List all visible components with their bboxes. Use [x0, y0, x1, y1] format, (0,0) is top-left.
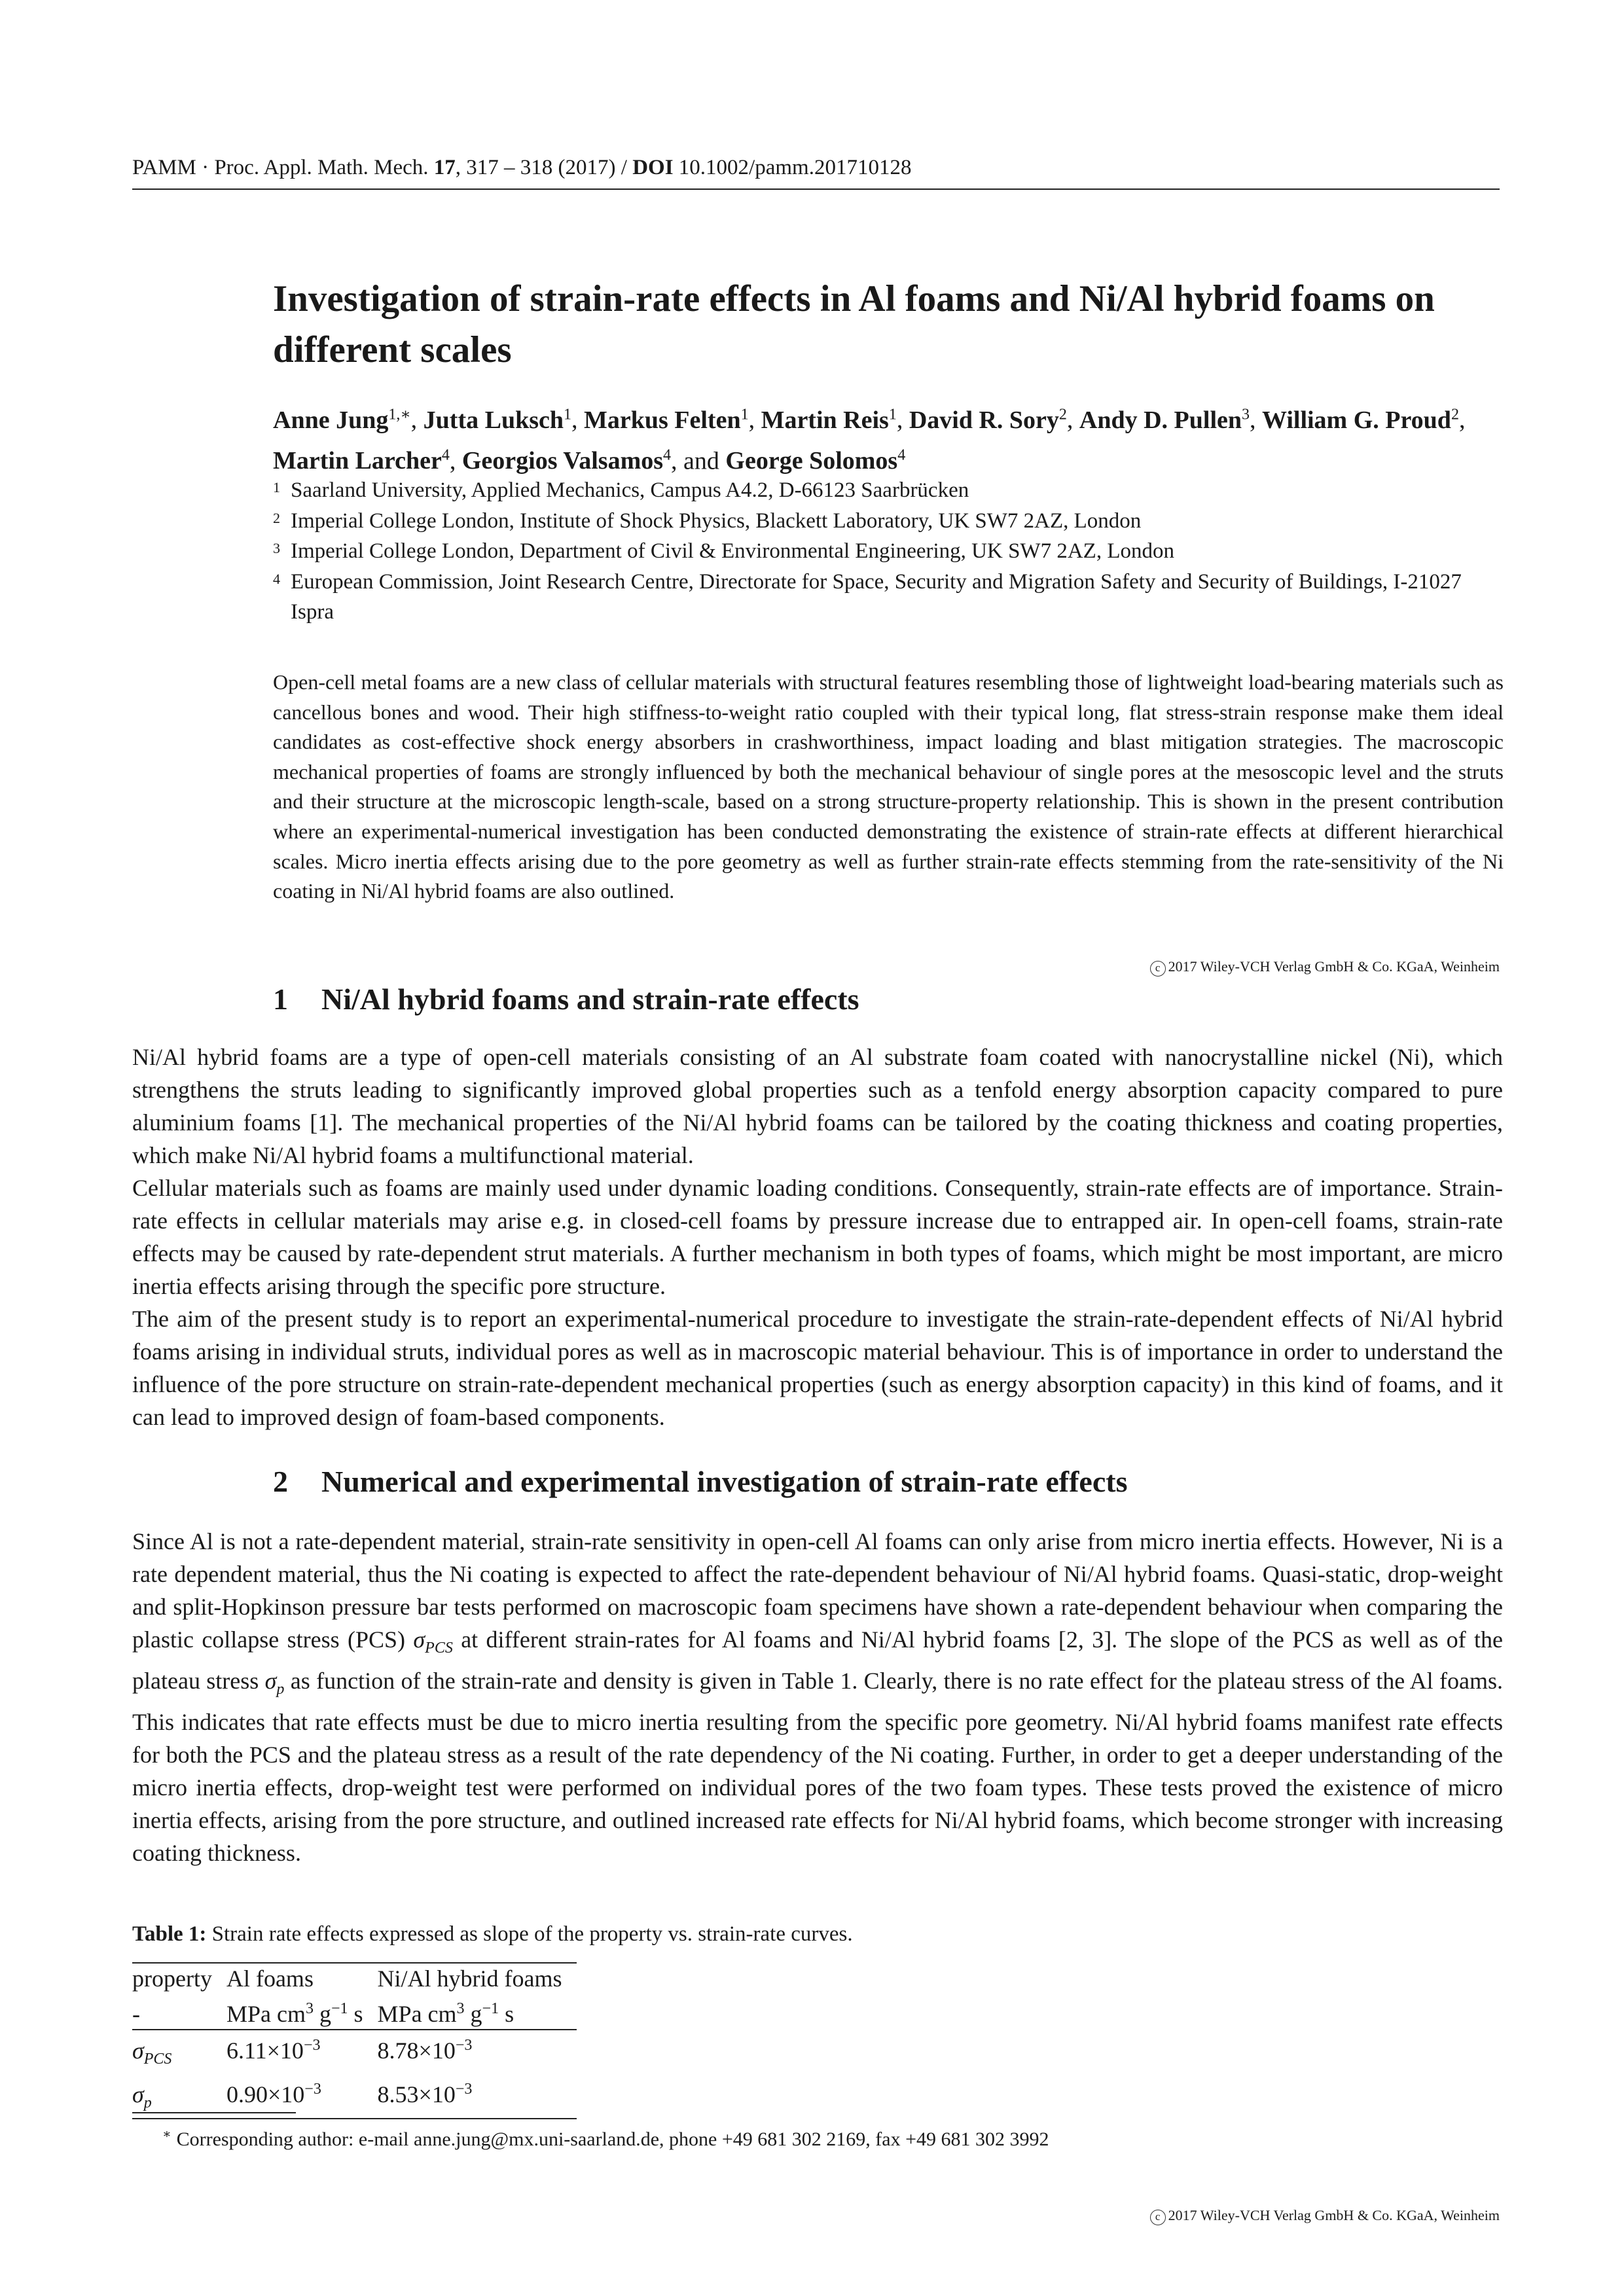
author: William G. Proud$^2$	[1262, 406, 1459, 434]
footnote-rule	[132, 2112, 296, 2113]
section-1-body	[132, 1041, 1503, 1433]
sigma-pcs-symbol: $\sigma_{PCS}$	[413, 1626, 453, 1657]
affiliation: 3 Imperial College London, Department of Civil & Environmental Engineering, UK SW7 2AZ, London	[273, 539, 1174, 563]
footnote-text: Corresponding author: e-mail anne.jung@mx.uni-saarland.de, phone +49 681 302 2169, fax +49 681 302 3992	[176, 2128, 1049, 2150]
running-head	[132, 152, 1500, 190]
table-caption: Table 1: Strain rate effects expressed as slope of the property vs. strain-rate curves.	[132, 1922, 853, 1946]
table-units-row	[132, 1994, 577, 2030]
author: Martin Larcher$^4$	[273, 446, 450, 475]
column-header: Ni/Al hybrid foams	[378, 1963, 577, 1994]
table-cell: -	[132, 2001, 140, 2027]
author: Markus Felten$^1$	[584, 406, 749, 434]
table-cell: $\sigma_p$	[132, 2074, 226, 2119]
strain-rate-table	[132, 1962, 577, 2119]
author: Martin Reis$^1$	[761, 406, 897, 434]
column-header: property	[132, 1963, 226, 1994]
section-title: Numerical and experimental investigation of strain-rate effects	[321, 1465, 1128, 1498]
author-conjunction: and	[683, 447, 719, 475]
section-2-heading	[273, 1462, 1128, 1501]
doi-label: DOI	[632, 156, 674, 179]
section-title: Ni/Al hybrid foams and strain-rate effects	[321, 982, 859, 1016]
section-2-body	[132, 1525, 1503, 1869]
journal-volume: 17	[433, 156, 456, 179]
journal-pages: , 317 – 318 (2017) /	[455, 156, 627, 179]
author: Jutta Luksch$^1$	[423, 406, 571, 434]
footnote	[162, 2121, 1049, 2153]
table-label: Table 1:	[132, 1922, 207, 1946]
author: Anne Jung$^{1,∗}$	[273, 406, 411, 434]
section-number: 1	[273, 982, 288, 1016]
affiliation-list	[273, 475, 1510, 628]
table-header-row	[132, 1963, 577, 1994]
affiliation: 1 Saarland University, Applied Mechanics, Campus A4.2, D-66123 Saarbrücken	[273, 478, 969, 502]
paragraph: The aim of the present study is to report an experimental-numerical procedure to investigate the strain-rate-dependent effects of Ni/Al hybrid foams arising in individual struts, individual pores as well as in macroscopic material behaviour. This is of importance in order to understand the influence of the pore structure on strain-rate-dependent mechanical properties (such as energy absorption capacity) in this kind of foams, and it can lead to improved design of foam-based components.	[132, 1306, 1503, 1430]
paragraph: Ni/Al hybrid foams are a type of open-cell materials consisting of an Al substrate foam coated with nanocrystalline nickel (Ni), which strengthens the struts leading to significantly improved global properties such as a tenfold energy absorption capacity compared to pure aluminium foams [1]. The mechanical properties of the Ni/Al hybrid foams can be tailored by the coating thickness and coating properties, which make Ni/Al hybrid foams a multifunctional material.	[132, 1044, 1503, 1168]
journal-name: PAMM · Proc. Appl. Math. Mech.	[132, 156, 429, 179]
author: Andy D. Pullen$^3$	[1079, 406, 1250, 434]
table-cell: MPa $cm^3$ $g^{-1}$ s	[377, 2000, 514, 2027]
doi-link[interactable]: 10.1002/pamm.201710128	[678, 156, 912, 179]
copyright-notice: c 2017 Wiley-VCH Verlag GmbH & Co. KGaA, Weinheim	[1150, 957, 1500, 977]
table-cell: $6.11\times 10^{-3}$	[226, 2030, 378, 2074]
paper-title: Investigation of strain-rate effects in Al foams and Ni/Al hybrid foams on different scales	[273, 278, 1435, 370]
section-1-heading	[273, 980, 859, 1019]
paragraph: Since Al is not a rate-dependent material, strain-rate sensitivity in open-cell Al foams can only arise from micro inertia effects. However, Ni is a rate dependent material, thus the Ni coating is expected to affect the rate-dependent behaviour of Ni/Al hybrid foams. Quasi-static, drop-weight and split-Hopkinson pressure bar tests performed on macroscopic foam specimens have shown a rate-dependent behaviour when comparing the plastic collapse stress (PCS) $\sigma_{PCS}$ at different strain-rates for Al foams and Ni/Al hybrid foams [2, 3]. The slope of the PCS as well as of the plateau stress $\sigma_p$ as function of the strain-rate and density is given in Table 1. Clearly, there is no rate effect for the plateau stress of the Al foams. This indicates that rate effects must be due to micro inertia resulting from the specific pore geometry. Ni/Al hybrid foams manifest rate effects for both the PCS and the plateau stress as a result of the rate dependency of the Ni coating. Further, in order to get a deeper understanding of the micro inertia effects, drop-weight test were performed on individual pores of the two foam types. These tests proved the existence of micro inertia effects, arising from the pore structure, and outlined increased rate effects for Ni/Al hybrid foams, which become stronger with increasing coating thickness.	[132, 1528, 1504, 1867]
copyright-icon: c	[1150, 2210, 1166, 2225]
affiliation: 2 Imperial College London, Institute of Shock Physics, Blackett Laboratory, UK SW7 2AZ, London	[273, 509, 1142, 533]
table-cell: MPa $cm^3$ $g^{-1}$ s	[226, 2000, 363, 2027]
paragraph: Cellular materials such as foams are mainly used under dynamic loading conditions. Consequently, strain-rate effects are of importance. Strain-rate effects in cellular materials may arise e.g. in closed-cell foams by pressure increase due to entrapped air. In open-cell foams, strain-rate effects may be caused by rate-dependent strut materials. A further mechanism in both types of foams, which might be most important, are micro inertia effects arising through the specific pore structure.	[132, 1175, 1503, 1299]
table-cell: $\sigma_{PCS}$	[132, 2030, 226, 2074]
author-list: Anne Jung$^{1,∗}$, Jutta Luksch$^1$, Markus Felten$^1$, Martin Reis$^1$, David R. Sory$^2$, Andy D. Pullen$^3$, William G. Proud$^2$, Martin Larcher$^4$, Georgios Valsamos$^4$, and George Solomos$^4$	[273, 406, 1466, 475]
author: David R. Sory$^2$	[909, 406, 1067, 434]
author: George Solomos$^4$	[725, 446, 906, 475]
affiliation: 4 European Commission, Joint Research Centre, Directorate for Space, Security and Migration Safety and Security of Buildings, I-21027 Ispra	[273, 569, 1462, 624]
table-row	[132, 2030, 577, 2074]
copyright-icon: c	[1150, 961, 1166, 977]
sigma-p-symbol: $\sigma_p$	[264, 1668, 285, 1698]
section-number: 2	[273, 1465, 288, 1498]
abstract: Open-cell metal foams are a new class of cellular materials with structural features resembling those of lightweight load-bearing materials such as cancellous bones and wood. Their high stiffness-to-weight ratio coupled with their typical long, flat stress-strain response make them ideal candidates as cost-effective shock energy absorbers in crashworthiness, impact loading and blast mitigation strategies. The macroscopic mechanical properties of foams are strongly influenced by both the mechanical behaviour of single pores at the mesoscopic level and the struts and their structure at the microscopic length-scale, based on a strong structure-property relationship. This is shown in the present contribution where an experimental-numerical investigation has been conducted demonstrating the existence of strain-rate effects at different hierarchical scales. Micro inertia effects arising due to the pore geometry as well as further strain-rate effects stemming from the rate-sensitivity of the Ni coating in Ni/Al hybrid foams are also outlined.	[273, 670, 1504, 903]
table-cell: $8.53\times 10^{-3}$	[378, 2074, 577, 2119]
table-cell: $0.90\times 10^{-3}$	[226, 2074, 378, 2119]
table-cell: $8.78\times 10^{-3}$	[378, 2030, 577, 2074]
copyright-notice-footer: c 2017 Wiley-VCH Verlag GmbH & Co. KGaA, Weinheim	[1150, 2206, 1500, 2225]
column-header: Al foams	[226, 1963, 378, 1994]
footnote-mark: ∗	[162, 2127, 171, 2142]
author: Georgios Valsamos$^4$	[461, 446, 672, 475]
